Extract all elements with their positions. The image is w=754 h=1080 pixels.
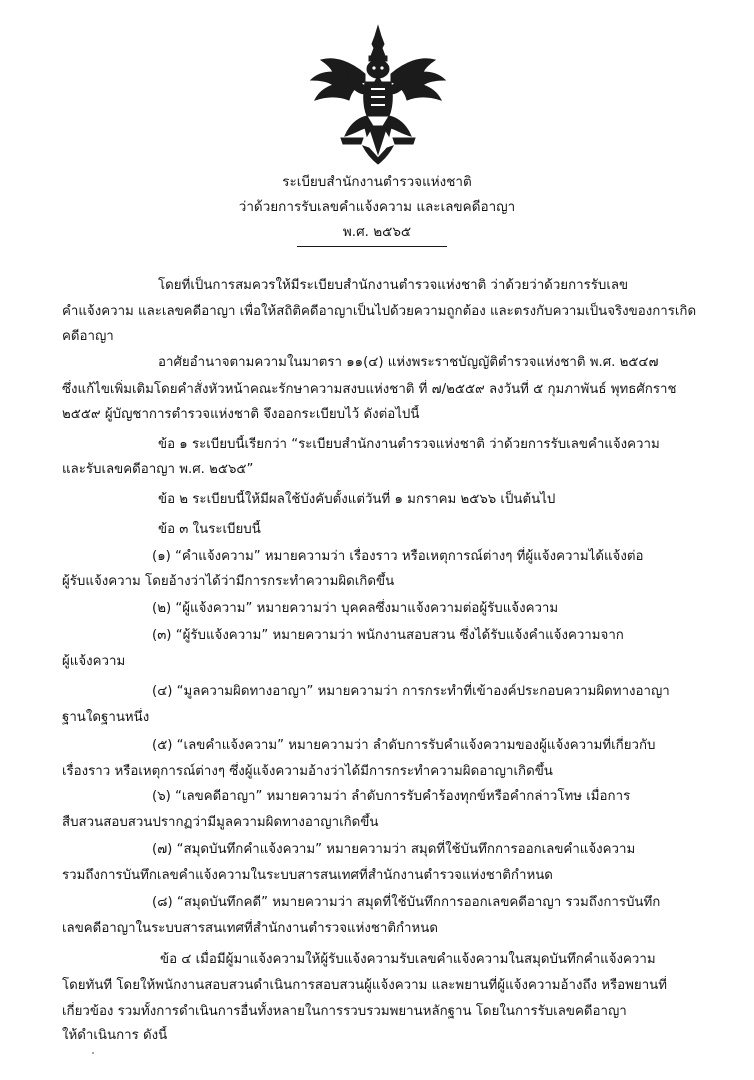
clause-2-line: ข้อ ๒ ระเบียบนี้ให้มีผลใช้บังคับตั้งแต่วันที่ ๑ มกราคม ๒๕๖๖ เป็นต้นไป xyxy=(158,492,556,507)
definition-line: (๖) “เลขคดีอาญา” หมายความว่า ลำดับการรับคำร้องทุกข์หรือคำกล่าวโทษ เมื่อการ xyxy=(152,789,631,804)
body-text-line: คำแจ้งความ และเลขคดีอาญา เพื่อให้สถิติคดีอาญาเป็นไปด้วยความถูกต้อง และตรงกับความเป็นจริงของการเกิด xyxy=(62,304,697,319)
definition-line: (๕) “เลขคำแจ้งความ” หมายความว่า ลำดับการรับคำแจ้งความของผู้แจ้งความที่เกี่ยวกับ xyxy=(152,738,656,753)
body-text-line: อาศัยอำนาจตามความในมาตรา ๑๑(๔) แห่งพระราชบัญญัติตำรวจแห่งชาติ พ.ศ. ๒๕๔๗ xyxy=(158,355,659,370)
body-text-line: โดยที่เป็นการสมควรให้มีระเบียบสำนักงานตำรวจแห่งชาติ ว่าด้วยว่าด้วยการรับเลข xyxy=(158,278,629,293)
definition-line: (๑) “คำแจ้งความ” หมายความว่า เรื่องราว หรือเหตุการณ์ต่างๆ ที่ผู้แจ้งความได้แจ้งต่อ xyxy=(152,549,644,564)
definition-line: ผู้แจ้งความ xyxy=(62,654,126,669)
clause-3-heading: ข้อ ๓ ในระเบียบนี้ xyxy=(158,522,261,537)
title-underline-divider xyxy=(297,246,447,247)
definition-line: (๒) “ผู้แจ้งความ” หมายความว่า บุคคลซึ่งมาแจ้งความต่อผู้รับแจ้งความ xyxy=(152,601,559,616)
definition-line: ผู้รับแจ้งความ โดยอ้างว่าได้ว่ามีการกระทำความผิดเกิดขึ้น xyxy=(62,574,395,589)
clause-1-line: ข้อ ๑ ระเบียบนี้เรียกว่า “ระเบียบสำนักงานตำรวจแห่งชาติ ว่าด้วยการรับเลขคำแจ้งความ xyxy=(158,437,660,452)
document-title-line-2: ว่าด้วยการรับเลขคำแจ้งความ และเลขคดีอาญา xyxy=(238,199,516,215)
garuda-emblem-icon xyxy=(305,22,451,168)
definition-line: รวมถึงการบันทึกเลขคำแจ้งความในระบบสารสนเทศที่สำนักงานตำรวจแห่งชาติกำหนด xyxy=(62,868,553,883)
definition-line: เรื่องราว หรือเหตุการณ์ต่างๆ ซึ่งผู้แจ้งความอ้างว่าได้มีการกระทำความผิดอาญาเกิดขึ้น xyxy=(62,764,553,779)
clause-4-line: ให้ดำเนินการ ดังนี้ xyxy=(62,1028,168,1043)
definition-line: (๘) “สมุดบันทึกคดี” หมายความว่า สมุดที่ใช้บันทึกการออกเลขคดีอาญา รวมถึงการบันทึก xyxy=(152,895,661,910)
definition-line: (๔) “มูลความผิดทางอาญา” หมายความว่า การกระทำที่เข้าองค์ประกอบความผิดทางอาญา xyxy=(152,684,670,699)
definition-line: (๗) “สมุดบันทึกคำแจ้งความ” หมายความว่า สมุดที่ใช้บันทึกการออกเลขคำแจ้งความ xyxy=(152,842,636,857)
clause-4-line: โดยทันที โดยให้พนักงานสอบสวนดำเนินการสอบสวนผู้แจ้งความ และพยานที่ผู้แจ้งความอ้างถึง หรือพยานที่ xyxy=(62,978,668,993)
definition-line: ฐานใดฐานหนึ่ง xyxy=(62,710,150,725)
definition-line: (๓) “ผู้รับแจ้งความ” หมายความว่า พนักงานสอบสวน ซึ่งได้รับแจ้งคำแจ้งความจาก xyxy=(152,628,624,643)
clause-4-line: เกี่ยวข้อง รวมทั้งการดำเนินการอื่นทั้งหลายในการรวบรวมพยานหลักฐาน โดยในการรับเลขคดีอาญา xyxy=(62,1004,627,1019)
scan-speck xyxy=(92,1052,94,1054)
definition-line: เลขคดีอาญาในระบบสารสนเทศที่สำนักงานตำรวจแห่งชาติกำหนด xyxy=(62,921,438,936)
body-text-line: ๒๕๕๙ ผู้บัญชาการตำรวจแห่งชาติ จึงออกระเบียบไว้ ดังต่อไปนี้ xyxy=(62,407,420,422)
body-text-line: คดีอาญา xyxy=(62,329,114,344)
document-title-year: พ.ศ. ๒๕๖๕ xyxy=(342,224,412,240)
body-text-line: ซึ่งแก้ไขเพิ่มเติมโดยคำสั่งหัวหน้าคณะรักษาความสงบแห่งชาติ ที่ ๗/๒๕๕๙ ลงวันที่ ๕ กุมภาพันธ์ พุทธศักราช xyxy=(62,382,677,397)
definition-line: สืบสวนสอบสวนปรากฏว่ามีมูลความผิดทางอาญาเกิดขึ้น xyxy=(62,815,379,830)
clause-4-line: ข้อ ๔ เมื่อมีผู้มาแจ้งความให้ผู้รับแจ้งความรับเลขคำแจ้งความในสมุดบันทึกคำแจ้งความ xyxy=(160,952,656,967)
document-title-line-1: ระเบียบสำนักงานตำรวจแห่งชาติ xyxy=(282,174,472,190)
clause-1-line: และรับเลขคดีอาญา พ.ศ. ๒๕๖๕” xyxy=(62,462,254,477)
